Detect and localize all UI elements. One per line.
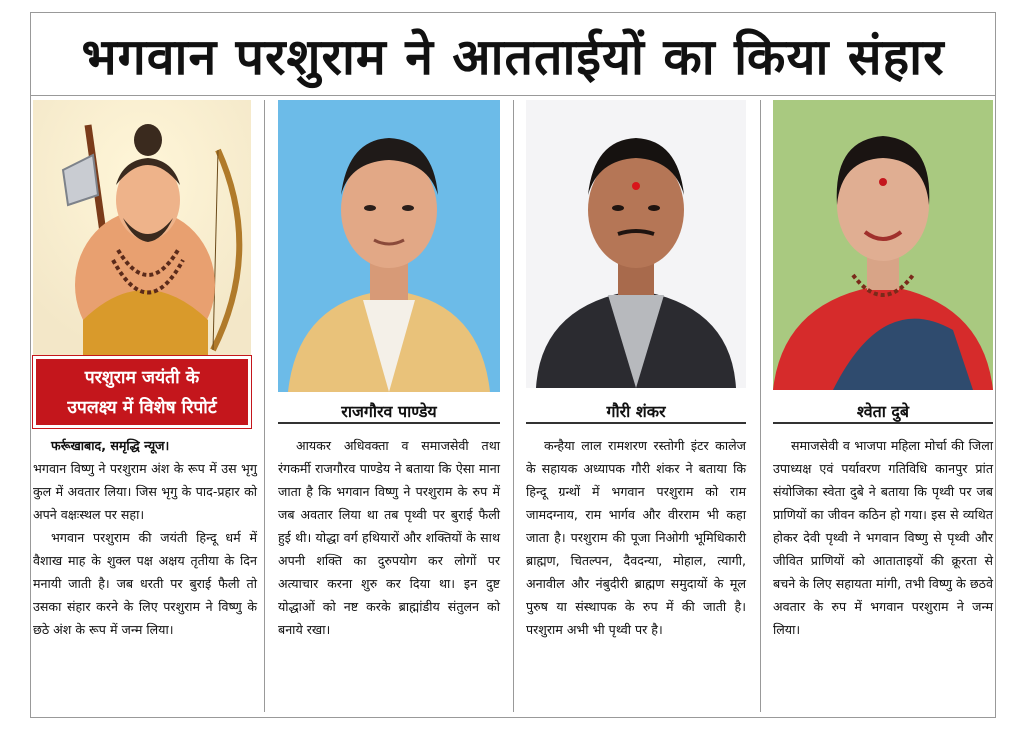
person2-caption: गौरी शंकर [526, 394, 746, 424]
person3-caption: श्वेता दुबे [773, 394, 993, 424]
column1-paragraph2: भगवान परशुराम की जयंती हिन्दू धर्म में वैशाख माह के शुक्ल पक्ष अक्षय तृतीया के दिन मनायी जाती है। जब धरती पर बुराई फैली तो उसका संहार करने के लिए परशुराम ने विष्णु के छठे अंश के रूप में जन्म लिया। [33, 530, 257, 637]
column1-paragraph1: भगवान विष्णु ने परशुराम अंश के रूप में उस भृगु कुल में अवतार लिया। जिस भृगु के पाद-प्रहार को अपने वक्षःस्थल पर सहा। [33, 461, 257, 522]
parshuram-illustration [33, 100, 251, 356]
column4-paragraph: समाजसेवी व भाजपा महिला मोर्चा की जिला उपाध्यक्ष एवं पर्यावरण गतिविधि कानपुर प्रांत संयोजिका स्वेता दुबे ने बताया कि पृथ्वी पर जब प्राणियों का जीवन कठिन हो गया। इस से व्यथित होकर देवी पृथ्वी ने भगवान विष्णु से पृथ्वी और जीवित प्राणियों को आताताइयों की क्रूरता से बचने के लिए सहायता मांगी, तभी विष्णु के छठवे अवतार के रुप में भगवान परशुराम ने जन्म लिया। [773, 438, 993, 637]
special-report-banner [33, 356, 251, 428]
column2-text [278, 434, 500, 641]
column1-text [33, 434, 257, 641]
dateline: फर्रूखाबाद, समृद्धि न्यूज। [51, 438, 170, 453]
column2-paragraph: आयकर अधिवक्ता व समाजसेवी तथा रंगकर्मी राजगौरव पाण्डेय ने बताया कि ऐसा माना जाता है कि भगवान विष्णु ने परशुराम के रुप में जब अवतार लिया था तब पृथ्वी पर बुराई फैली हुई थी। योद्धा वर्ग हथियारों और शक्तियों के साथ अपनी शक्ति का दुरुपयोग कर लोगों पर अत्याचार करना शुरु कर दिया था। इन दुष्ट योद्धाओं को नष्ट करके ब्राह्मांडीय संतुलन को बनाये रखा। [278, 438, 500, 637]
person2-photo [526, 100, 746, 388]
person1-photo [278, 100, 500, 392]
column-divider [264, 100, 265, 712]
column-divider [513, 100, 514, 712]
banner-line-1: परशुराम जयंती के [84, 368, 200, 388]
column3-text [526, 434, 746, 641]
column-divider [760, 100, 761, 712]
column4-text [773, 434, 993, 641]
banner-line-2: उपलक्ष्य में विशेष रिपोर्ट [67, 398, 217, 418]
person3-photo [773, 100, 993, 390]
headline: भगवान परशुराम ने आतताईयों का किया संहार [30, 14, 996, 96]
column3-paragraph: कन्हैया लाल रामशरण रस्तोगी इंटर कालेज के सहायक अध्यापक गौरी शंकर ने बताया कि हिन्दू ग्रन्थों में भगवान परशुराम को राम जामदग्नाय, राम भार्गव और वीरराम भी कहा जाता है। परशुराम की पूजा निओगी भूमिधिकारी ब्राह्मण, चितल्पन, दैवदन्या, मोहाल, त्यागी, अनावील और नंबुदीरी ब्राह्मण समुदायों के मूल पुरुष या संस्थापक के रुप में की जाती है। परशुराम अभी भी पृथ्वी पर है। [526, 438, 746, 637]
person1-caption: राजगौरव पाण्डेय [278, 394, 500, 424]
